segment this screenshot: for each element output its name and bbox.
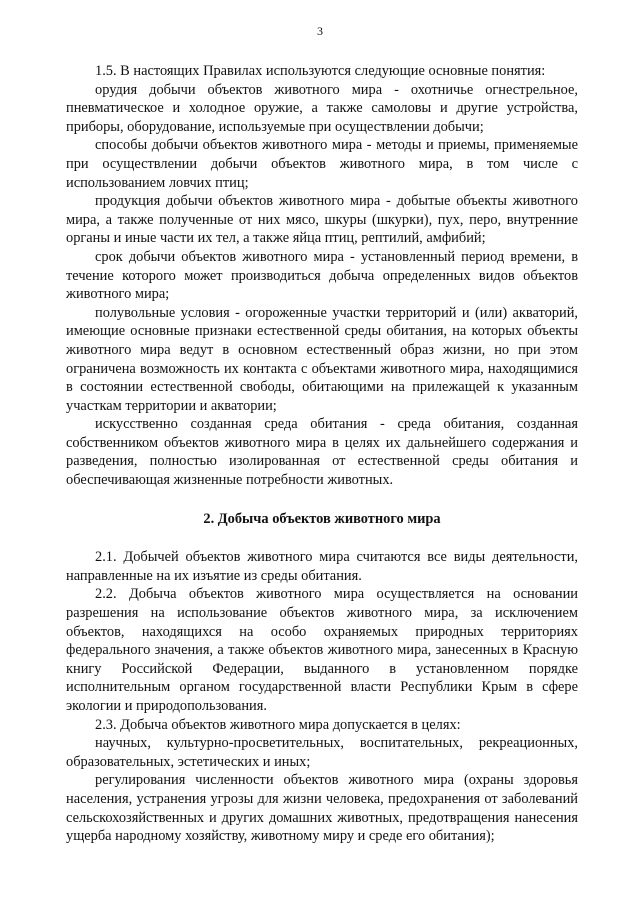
paragraph-definition-products: продукция добычи объектов животного мира - добытые объекты животного мира, а также полученные от них мясо, шкуры (шкурки), пух, перо, внутренние органы и иные части их тел, а также яйца птиц, рептилий, амфибий; [66,193,578,247]
paragraph-definition-term: срок добычи объектов животного мира - установленный период времени, в течение которого может производиться добыча определенных видов объектов животного мира; [66,248,578,303]
paragraph-definition-artificial-habitat: искусственно созданная среда обитания - среда обитания, созданная собственником объектов животного мира в целях их дальнейшего содержания и разведения, полностью изолированная от естественной среды обитания и обеспечивающая жизненные потребности животных. [66,416,578,489]
paragraph-definition-tools: орудия добычи объектов животного мира - охотничье огнестрельное, пневматическое и холодное оружие, а также самоловы и другие устройства, приборы, оборудование, используемые при осуществлении добычи; [66,81,578,135]
paragraph-2-1: 2.1. Добычей объектов животного мира считаются все виды деятельности, направленные на их изъятие из среды обитания. [66,549,578,584]
paragraph-definition-semi-free: полувольные условия - огороженные участки территорий и (или) акваторий, имеющие основные признаки естественной среды обитания, на которых объекты животного мира ведут в основном естественный образ жизни, но при этом ограничена возможность их контакта с объектами животного мира, находящимися в состоянии естественной свободы, обитающими на прилежащей к указанным участкам территории и акватории; [66,304,578,414]
document-body [66,62,578,846]
paragraph-2-3: 2.3. Добыча объектов животного мира допускается в целях: [95,716,461,733]
paragraph-definition-methods: способы добычи объектов животного мира - методы и приемы, применяемые при осуществлении добычи объектов животного мира, в том числе с использованием ловчих птиц; [66,137,578,191]
paragraph-2-3-purpose-regulation: регулирования численности объектов животного мира (охраны здоровья населения, устранения угрозы для жизни человека, предохранения от заболеваний сельскохозяйственных и других домашних животных, предотвращения нанесения ущерба народному хозяйству, животному миру и среде его обитания); [66,772,578,845]
paragraph-2-3-purpose-science: научных, культурно-просветительных, воспитательных, рекреационных, образовательных, эстетических и иных; [66,735,578,770]
paragraph-1-5-intro: 1.5. В настоящих Правилах используются следующие основные понятия: [95,63,546,79]
paragraph-2-2: 2.2. Добыча объектов животного мира осуществляется на основании разрешения на использование объектов животного мира, за исключением объектов, находящихся на особо охраняемых природных территориях федерального значения, а также объектов животного мира, занесенных в Красную книгу Российской Федерации, выданного в установленном порядке исполнительным органом государственной власти Республики Крым в сфере экологии и природопользования. [66,586,578,714]
section-2-heading: 2. Добыча объектов животного мира [203,510,441,527]
page-number: 3 [317,24,323,38]
